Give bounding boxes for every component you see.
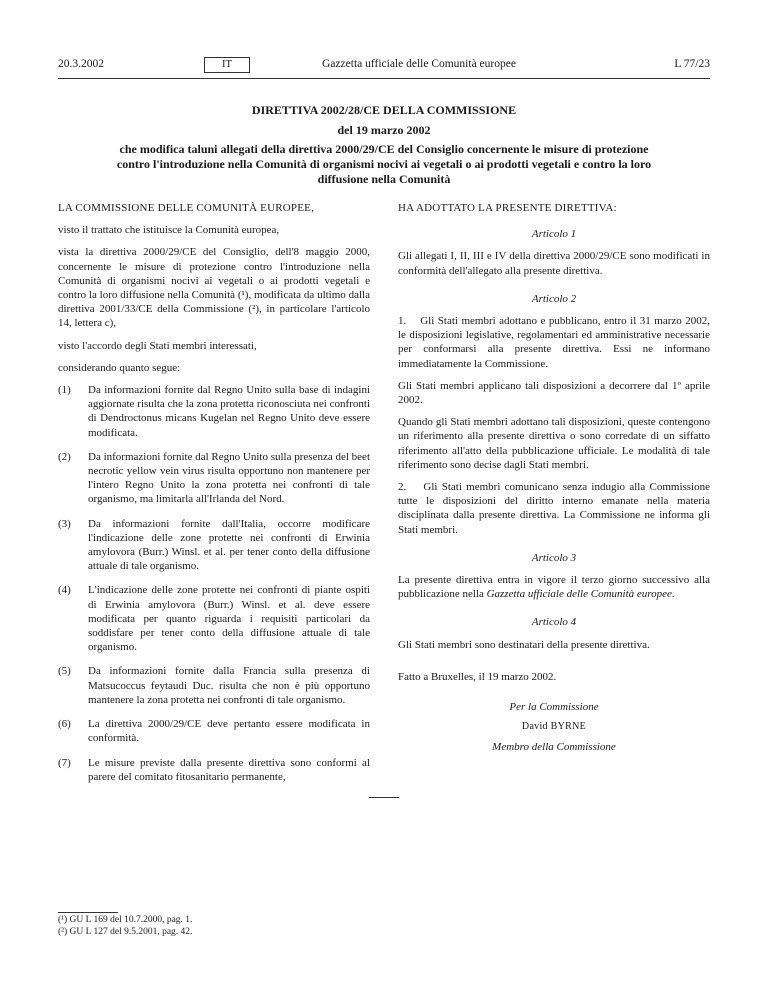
directive-date: del 19 marzo 2002 <box>337 123 431 137</box>
page-number: L 77/23 <box>674 58 710 70</box>
item-text: Da informazioni fornite dal Regno Unito sulla base di indagini aggiornate risulta che la zona protetta riconosciuta nei confronti di Dendroctonus micans Kugelan nel Regno Unito deve essere modificata. <box>88 384 370 439</box>
item-number: (1) <box>58 384 71 397</box>
journal-reference: Gazzetta ufficiale delle Comunità europee <box>486 588 672 601</box>
page-header <box>58 58 710 76</box>
article-heading: Articolo 1 <box>531 228 577 241</box>
whereas-item <box>58 664 370 707</box>
item-number: (3) <box>58 517 71 530</box>
recital-text: vista la direttiva 2000/29/CE del Consiglio, dell'8 maggio 2000, concernente le misure di protezione contro l'introduzione nella Comunità di organismi nocivi ai vegetali o ai prodotti vegetali e contro la loro diffusione nella Comunità (¹), modificata da ultimo dalla direttiva 2001/33/CE della Commissione (²), in particolare l'articolo 14, lettera c), <box>58 246 370 330</box>
item-text: La direttiva 2000/29/CE deve pertanto essere modificata in conformità. <box>88 718 370 745</box>
done-at: Fatto a Bruxelles, il 19 marzo 2002. <box>398 670 557 683</box>
footnote: (²) GU L 127 del 9.5.2001, pag. 42. <box>58 927 193 937</box>
article-text-part: La presente direttiva entra in vigore il terzo giorno successivo alla pubblicazione nella <box>398 574 710 601</box>
article-text: 2. Gli Stati membri comunicano senza indugio alla Commissione tutte le disposizioni del diritto interno emanate nella materia disciplinata dalla presente direttiva. La Commissione ne informa gli Stati membri. <box>398 481 713 536</box>
article-text <box>398 573 710 601</box>
directive-title: DIRETTIVA 2002/28/CE DELLA COMMISSIONE <box>251 103 517 117</box>
footnote-rule <box>58 912 118 913</box>
item-text: Da informazioni fornite dalla Francia sulla presenza di Matsucoccus feytaudi Duc. risulta che non è più opportuno mantenere la zona protetta nei confronti di tale organismo. <box>88 665 370 706</box>
item-number: (6) <box>58 718 71 731</box>
article-text: Gli Stati membri sono destinatari della presente direttiva. <box>398 638 650 651</box>
recital-text: visto l'accordo degli Stati membri interessati, <box>58 339 257 352</box>
article-heading: Articolo 4 <box>531 616 577 629</box>
item-text: Le misure previste dalla presente direttiva sono conformi al parere del comitato fitosanitario permanente, <box>88 756 370 783</box>
footnote: (¹) GU L 169 del 10.7.2000, pag. 1. <box>58 915 193 925</box>
end-rule <box>369 797 399 798</box>
whereas-item <box>58 450 370 507</box>
whereas-item <box>58 517 370 574</box>
adopted-line: HA ADOTTATO LA PRESENTE DIRETTIVA: <box>398 202 617 214</box>
article-text: 1. Gli Stati membri adottano e pubblicano, entro il 31 marzo 2002, le disposizioni legislative, regolamentari ed amministrative necessarie per conformarsi alla presente direttiva. Essi ne informano immediatamente la Commissione. <box>398 315 713 370</box>
item-text: Da informazioni fornite dall'Italia, occorre modificare l'indicazione delle zone protette nei confronti di Erwinia amylovora (Burr.) Winsl. et al. per tener conto della diffusione attuale di tale organismo. <box>88 517 370 573</box>
recital-text: considerando quanto segue: <box>58 361 181 374</box>
right-column <box>398 201 713 761</box>
item-number: (5) <box>58 665 71 678</box>
item-number: (4) <box>58 584 71 597</box>
whereas-item <box>58 383 370 440</box>
whereas-item <box>58 717 370 745</box>
item-number: (2) <box>58 450 71 463</box>
left-column <box>58 201 370 794</box>
language-badge: IT <box>204 57 250 73</box>
article-text-part: . <box>671 588 675 601</box>
publication-date: 20.3.2002 <box>58 58 104 70</box>
article-text: Gli allegati I, II, III e IV della direttiva 2000/29/CE sono modificati in conformità dell'allegato alla presente direttiva. <box>398 250 710 277</box>
whereas-item <box>58 756 370 784</box>
journal-title: Gazzetta ufficiale delle Comunità europee <box>322 58 516 70</box>
intro-line: LA COMMISSIONE DELLE COMUNITÀ EUROPEE, <box>58 202 315 214</box>
recital-text: visto il trattato che istituisce la Comunità europea, <box>58 224 280 237</box>
article-heading: Articolo 3 <box>531 551 577 564</box>
item-number: (7) <box>58 756 71 769</box>
header-rule <box>58 78 710 79</box>
item-text: L'indicazione delle zone protette nei confronti di piante ospiti di Erwinia amylovora (Burr.) Winsl. et al. deve essere modificata per quanto riguarda i requisiti particolari da soddisfare per tener conto della diffusione attuale di tale organismo. <box>88 584 370 654</box>
article-text: Gli Stati membri applicano tali disposizioni a decorrere dal 1º aprile 2002. <box>398 379 710 407</box>
article-text: Quando gli Stati membri adottano tali disposizioni, queste contengono un riferimento alla presente direttiva o sono corredate di un siffatto riferimento all'atto della pubblicazione ufficiale. Le modalità di tale riferimento sono decise dagli Stati membri. <box>398 416 710 471</box>
item-text: Da informazioni fornite dal Regno Unito sulla presenza del beet necrotic yellow vein virus risulta opportuno non mantenere per l'intero Regno Unito la zona protetta nei confronti di tale organismo, ma limitarla all'Irlanda del Nord. <box>88 450 370 506</box>
article-heading: Articolo 2 <box>531 292 577 305</box>
whereas-item <box>58 583 370 654</box>
signatory-name: David BYRNE <box>521 721 587 733</box>
directive-subject: che modifica taluni allegati della direttiva 2000/29/CE del Consiglio concernente le misure di protezione contro l'introduzione nella Comunità di organismi nocivi ai vegetali o ai prodotti vegetali e contro la loro diffusione nella Comunità <box>116 142 652 186</box>
signature-for: Per la Commissione <box>509 701 599 714</box>
signatory-role: Membro della Commissione <box>492 741 616 754</box>
